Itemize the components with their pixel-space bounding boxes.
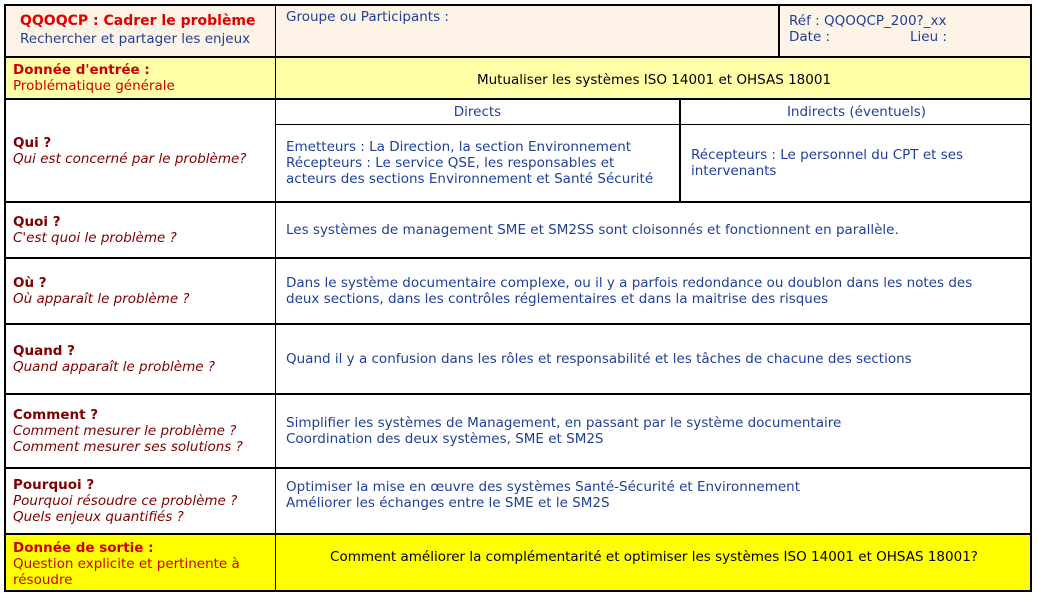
pourquoi-answer-cell (275, 467, 1032, 533)
header-title-cell (4, 4, 275, 56)
qui-label-cell (4, 98, 275, 201)
comment-answer-cell (275, 393, 1032, 467)
sheet-subtitle: Rechercher et partager les enjeux (20, 31, 251, 47)
qui-indirect-cell (679, 125, 1032, 201)
ou-answer-line: deux sections, dans les contrôles réglementaires et dans la maitrise des risques (286, 291, 829, 307)
output-label-cell (4, 533, 275, 592)
qui-direct-line: Emetteurs : La Direction, la section Environnement (286, 139, 632, 155)
pourquoi-question: Pourquoi résoudre ce problème ? (13, 493, 238, 509)
col-direct-header (275, 98, 679, 125)
date-place-line (789, 29, 1032, 45)
quoi-label-cell (4, 201, 275, 257)
ou-answer-line: Dans le système documentaire complexe, ou il y a parfois redondance ou doublon dans les notes des (286, 275, 973, 291)
qui-direct-line: Récepteurs : Le service QSE, les responsables et (286, 155, 615, 171)
col-indirect-label: Indirects (éventuels) (786, 104, 927, 120)
ou-answer-cell (275, 257, 1032, 323)
quand-label-cell (4, 323, 275, 393)
quand-answer-cell (275, 323, 1032, 393)
output-sublabel-line: Question explicite et pertinente à (13, 555, 240, 572)
input-label: Donnée d'entrée : (13, 62, 150, 78)
output-label: Donnée de sortie : (13, 539, 154, 556)
quoi-question: C'est quoi le problème ? (13, 230, 177, 246)
output-value: Comment améliorer la complémentarité et optimiser les systèmes ISO 14001 et OHSAS 18001? (330, 549, 978, 565)
pourquoi-label: Pourquoi ? (13, 477, 95, 493)
pourquoi-question: Quels enjeux quantifiés ? (13, 509, 184, 525)
ref-cell (778, 4, 1032, 56)
place-label: Lieu : (910, 29, 947, 45)
ou-label: Où ? (13, 275, 47, 291)
sheet-title: QQOQCP : Cadrer le problème (20, 13, 256, 29)
quoi-label: Quoi ? (13, 214, 61, 230)
quand-label: Quand ? (13, 343, 76, 359)
pourquoi-answer-line: Optimiser la mise en œuvre des systèmes Santé-Sécurité et Environnement (286, 479, 801, 495)
qui-indirect-line: intervenants (691, 163, 777, 179)
pourquoi-answer-line: Améliorer les échanges entre le SME et le SM2S (286, 495, 610, 511)
output-value-cell (275, 533, 1032, 592)
output-sublabel-line: résoudre (13, 571, 73, 588)
comment-question: Comment mesurer le problème ? (13, 423, 237, 439)
ou-question: Où apparaît le problème ? (13, 291, 190, 307)
input-label-cell (4, 56, 275, 98)
group-cell (275, 4, 778, 56)
quand-question: Quand apparaît le problème ? (13, 359, 215, 375)
quoi-answer-cell (275, 201, 1032, 257)
input-sublabel: Problématique générale (13, 78, 175, 94)
col-direct-label: Directs (453, 104, 502, 120)
qui-direct-line: acteurs des sections Environnement et Santé Sécurité (286, 171, 654, 187)
qui-indirect-line: Récepteurs : Le personnel du CPT et ses (691, 147, 964, 163)
qui-direct-cell (275, 125, 679, 201)
qqoqcp-sheet (4, 4, 1032, 592)
pourquoi-label-cell (4, 467, 275, 533)
input-value-cell (275, 56, 1032, 98)
comment-answer-line: Simplifier les systèmes de Management, en passant par le système documentaire (286, 415, 842, 431)
comment-label: Comment ? (13, 407, 99, 423)
ref-label: Réf : QQOQCP_200?_xx (789, 13, 947, 29)
col-indirect-header (679, 98, 1032, 125)
quoi-answer: Les systèmes de management SME et SM2SS sont cloisonnés et fonctionnent en parallèle. (286, 222, 899, 238)
qui-question: Qui est concerné par le problème? (13, 150, 247, 167)
group-label: Groupe ou Participants : (286, 9, 449, 25)
date-label: Date : (789, 29, 831, 45)
comment-answer-line: Coordination des deux systèmes, SME et SM2S (286, 431, 604, 447)
qui-label: Qui ? (13, 134, 52, 151)
comment-question: Comment mesurer ses solutions ? (13, 439, 243, 455)
quand-answer: Quand il y a confusion dans les rôles et responsabilité et les tâches de chacune des sections (286, 351, 912, 367)
input-value: Mutualiser les systèmes ISO 14001 et OHSAS 18001 (476, 72, 832, 88)
comment-label-cell (4, 393, 275, 467)
ou-label-cell (4, 257, 275, 323)
